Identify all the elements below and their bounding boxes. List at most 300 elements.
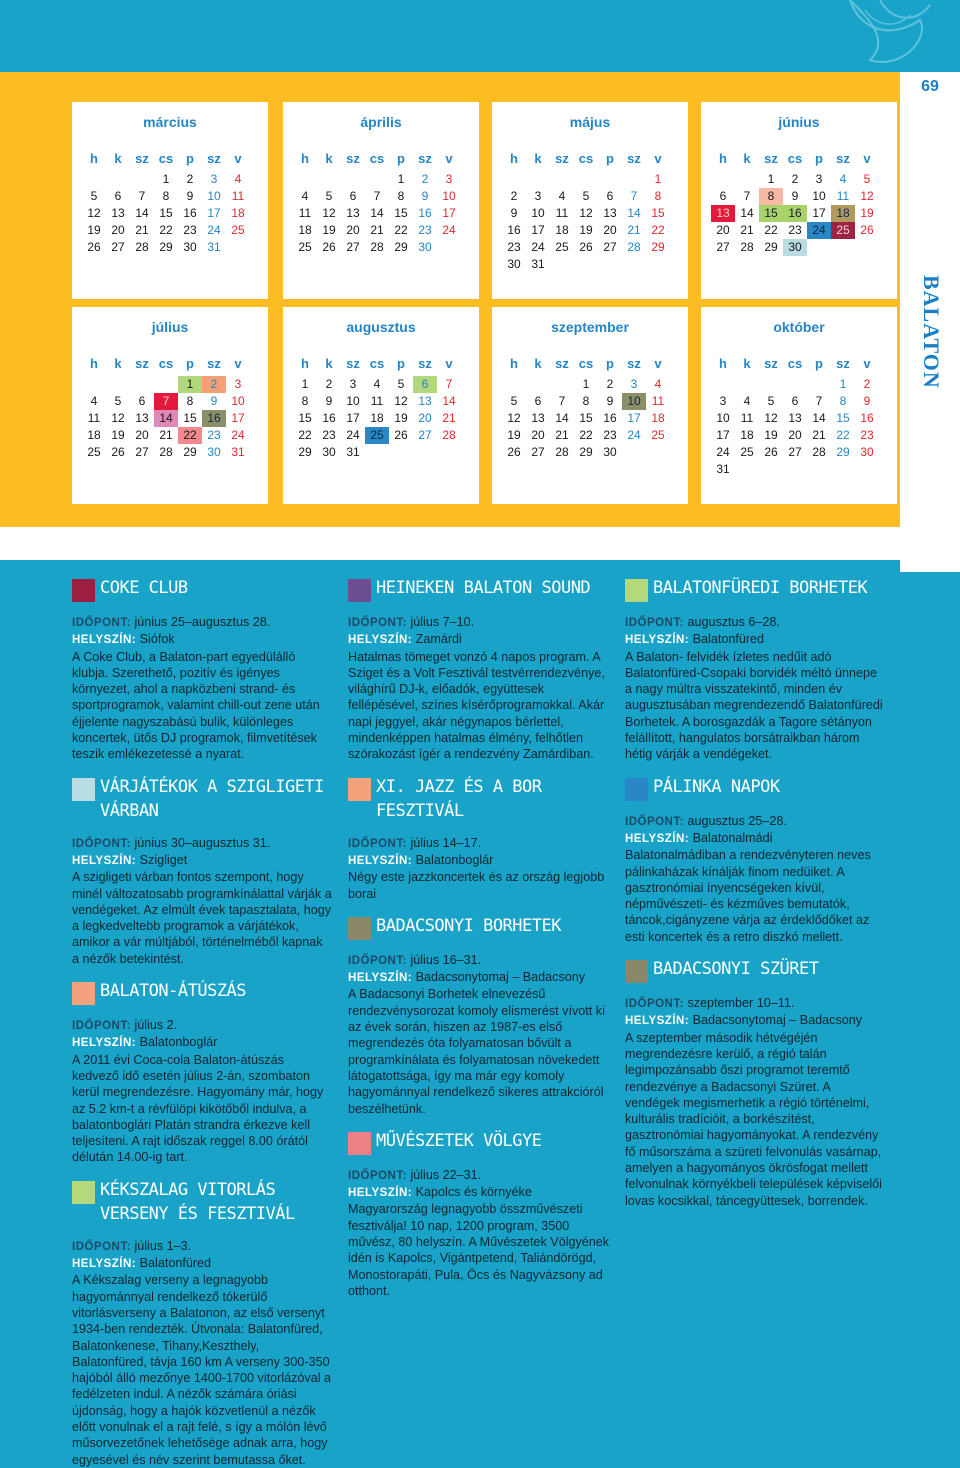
day-cell: 15 (651, 206, 665, 220)
weekday-label: sz (346, 151, 360, 166)
event-title-text: KÉKSZALAG VITORLÁS VERSENY ÉS FESZTIVÁL (100, 1179, 295, 1224)
day-cell: 21 (159, 428, 173, 442)
day-cell: 5 (114, 394, 122, 408)
weekday-header (82, 150, 268, 168)
event-description: Magyarország legnagyobb összművészeti fesztiválja! 10 nap, 1200 program, 3500 művész, 80 helyszín. A Művészetek Völgyének idén is Kapolcs, Vigántpetend, Taliándörögd, Monostorapáti, Pula, Öcs és Nagyvázsony ad otthont. (348, 1202, 610, 1298)
day-cell: 27 (788, 445, 802, 459)
calendar-2 (283, 102, 479, 299)
day-cell: 26 (764, 445, 778, 459)
weekday-label: k (743, 151, 751, 166)
event-block (625, 576, 887, 763)
weekday-label: k (325, 356, 333, 371)
place-label: HELYSZÍN: (625, 832, 690, 845)
day-cell: 26 (322, 240, 336, 254)
day-cell: 24 (531, 240, 545, 254)
day-cell: 9 (325, 394, 333, 408)
day-cell: 9 (863, 394, 871, 408)
day-cell: 5 (90, 189, 98, 203)
day-cell: 3 (815, 172, 823, 186)
place-value: Szigliget (136, 852, 188, 867)
day-cell: 11 (298, 206, 312, 220)
day-cell: 14 (812, 411, 826, 425)
day-cell: 1 (301, 377, 309, 391)
day-cell: 30 (603, 445, 617, 459)
empty-cell (574, 171, 598, 188)
day-cell: 6 (791, 394, 799, 408)
date-label: IDŐPONT: (348, 954, 407, 967)
day-cell: 19 (394, 411, 408, 425)
day-cell: 15 (298, 411, 312, 425)
day-cell: 22 (651, 223, 665, 237)
day-cell: 19 (507, 428, 521, 442)
day-cell: 18 (740, 428, 754, 442)
weekday-label: sz (627, 356, 641, 371)
color-square-icon (72, 1181, 95, 1204)
day-cell: 6 (606, 189, 614, 203)
day-cell: 23 (860, 428, 874, 442)
date-value: július 7–10. (406, 615, 475, 629)
day-cell: 24 (716, 445, 730, 459)
weekday-label: k (534, 151, 542, 166)
date-value: július 2. (130, 1018, 178, 1033)
day-cell: 8 (397, 189, 405, 203)
day-cell: 25 (298, 240, 312, 254)
weekday-label: cs (787, 356, 803, 371)
day-cell: 15 (759, 205, 783, 222)
day-cell: 4 (90, 394, 98, 408)
day-cell: 9 (791, 189, 799, 203)
day-cell: 24 (442, 223, 456, 237)
day-cell: 10 (442, 189, 456, 203)
weekday-label: sz (135, 356, 149, 371)
place-label: HELYSZÍN: (348, 634, 413, 647)
weekday-header (711, 355, 897, 373)
event-block (72, 979, 332, 1166)
day-cell: 31 (531, 257, 545, 271)
day-cell: 12 (860, 189, 874, 203)
month-name: július (151, 319, 189, 335)
day-grid (293, 376, 479, 461)
calendar-6 (283, 307, 479, 504)
weekday-label: p (606, 356, 614, 371)
weekday-label: sz (418, 356, 432, 371)
event-title (625, 775, 887, 801)
color-square-icon (348, 579, 371, 602)
day-cell: 29 (764, 240, 778, 254)
day-cell: 31 (346, 445, 360, 459)
event-title-text: HEINEKEN BALATON SOUND (376, 578, 591, 598)
day-cell: 11 (87, 411, 101, 425)
calendar-1 (72, 102, 268, 299)
place-value: Zamárdi (412, 632, 462, 647)
day-cell: 26 (394, 428, 408, 442)
day-cell: 17 (231, 411, 245, 425)
day-cell: 24 (346, 428, 360, 442)
empty-cell (807, 376, 831, 393)
day-cell: 23 (207, 428, 221, 442)
event-title (72, 775, 332, 823)
color-square-icon (72, 778, 95, 801)
day-cell: 15 (579, 411, 593, 425)
day-cell: 23 (183, 223, 197, 237)
day-cell: 31 (716, 462, 730, 476)
day-cell: 14 (555, 411, 569, 425)
day-cell: 13 (135, 411, 149, 425)
weekday-label: v (445, 356, 453, 371)
day-cell: 23 (322, 428, 336, 442)
event-title-text: PÁLINKA NAPOK (653, 776, 780, 797)
day-cell: 8 (654, 189, 662, 203)
date-label: IDŐPONT: (348, 837, 407, 850)
event-date (625, 614, 887, 631)
day-cell: 10 (346, 394, 360, 408)
event-description: A Kékszalag verseny a legnagyobb hagyománnyal rendelkező tókerülő vitorlásverseny a Balatonon, az első versenyt 1934-ben rendezték. Útvonala: Balatonfüred, Balatonkenese, Tihany,Keszthely, Balatonfüred, távja 160 km A verseny 300-350 hajóból álló mezőnye 1400-1700 vitorlázóval a fedélzeten indul. A nézők számára óriási újdonság, hogy a hajók közvetlenül a nézők előtt vonulnak el a rajt felé, s így a mólón lévő műsorvezetőnek lehetősége adnak arra, hogy egyesével és név szerint bemutassa őket. (72, 1273, 332, 1467)
day-cell: 14 (740, 206, 754, 220)
weekday-label: h (719, 151, 727, 166)
place-value: Badacsonytomaj – Badacsony (412, 970, 586, 985)
color-square-icon (625, 579, 648, 602)
day-cell: 28 (555, 445, 569, 459)
date-label: IDŐPONT: (348, 617, 407, 629)
month-name: április (360, 114, 402, 130)
day-cell: 22 (178, 427, 202, 444)
events-column-3 (625, 576, 887, 1209)
calendar-7 (492, 307, 688, 504)
event-date (625, 995, 887, 1012)
day-cell: 20 (418, 411, 432, 425)
event-description: A szeptember második hétvégéjén megrendezésre kerülő, a régió talán legimpozánsabb őszi programot teremtő rendezvénye a Badacsonyi Szüret. A vendégek megismerhetik a régió történelmi, kulturális tradícióit, a borkészítést, gasztronómiai hagyományokat. A rendezvény fő műsorszáma a szüreti felvonulás vasárnap, amelyen a hagyományos ökrösfogat mellett felvonulnak környékbeli települések képviselői lovas kocsikkal, táncegyüttesek, borrendek. (625, 1030, 882, 1208)
color-square-icon (348, 917, 371, 940)
weekday-label: sz (346, 356, 360, 371)
day-cell: 8 (839, 394, 847, 408)
day-cell: 27 (418, 428, 432, 442)
day-cell: 29 (394, 240, 408, 254)
weekday-label: k (114, 356, 122, 371)
day-cell: 10 (531, 206, 545, 220)
day-cell: 21 (555, 428, 569, 442)
day-cell: 18 (831, 205, 855, 222)
day-cell: 2 (606, 377, 614, 391)
day-cell: 6 (534, 394, 542, 408)
day-cell: 2 (791, 172, 799, 186)
empty-cell (783, 376, 807, 393)
day-cell: 29 (183, 445, 197, 459)
place-value: Balatonalmádi (689, 830, 773, 845)
empty-cell (341, 171, 365, 188)
day-cell: 14 (627, 206, 641, 220)
weekday-label: p (186, 151, 194, 166)
color-square-icon (348, 778, 371, 801)
event-block (348, 576, 610, 763)
event-title-text: BADACSONYI SZÜRET (653, 959, 819, 980)
day-cell: 5 (767, 394, 775, 408)
date-value: június 30–augusztus 31. (130, 835, 271, 850)
day-cell: 21 (740, 223, 754, 237)
date-value: augusztus 6–28. (683, 615, 780, 629)
event-description: Négy este jazzkoncertek és az ország legjobb borai (348, 870, 605, 901)
event-block (348, 775, 610, 902)
event-place (72, 1255, 332, 1272)
day-cell: 19 (860, 206, 874, 220)
weekday-label: v (234, 356, 242, 371)
day-cell: 25 (740, 445, 754, 459)
weekday-label: p (815, 151, 823, 166)
day-cell: 12 (579, 206, 593, 220)
place-label: HELYSZÍN: (625, 634, 690, 647)
weekday-label: h (719, 356, 727, 371)
day-cell: 30 (207, 445, 221, 459)
weekday-label: sz (555, 151, 569, 166)
day-cell: 1 (767, 172, 775, 186)
day-cell: 13 (346, 206, 360, 220)
day-cell: 8 (186, 394, 194, 408)
day-cell: 22 (764, 223, 778, 237)
event-place (625, 830, 887, 847)
weekday-label: v (863, 151, 871, 166)
month-name: június (778, 114, 820, 130)
day-cell: 17 (531, 223, 545, 237)
event-title-text: BADACSONYI BORHETEK (376, 915, 561, 936)
day-cell: 18 (555, 223, 569, 237)
event-title-text: VÁRJÁTÉKOK A SZIGLIGETI VÁRBAN (100, 776, 324, 821)
empty-cell (711, 376, 735, 393)
day-cell: 20 (135, 428, 149, 442)
day-cell: 19 (87, 223, 101, 237)
weekday-label: h (90, 356, 98, 371)
day-cell: 3 (210, 172, 218, 186)
day-cell: 12 (764, 411, 778, 425)
place-value: Balatonboglár (136, 1035, 218, 1050)
day-cell: 2 (421, 172, 429, 186)
day-cell: 12 (507, 411, 521, 425)
event-place (348, 852, 610, 869)
day-cell: 9 (606, 394, 614, 408)
day-cell: 9 (186, 189, 194, 203)
day-cell: 16 (202, 410, 226, 427)
day-cell: 25 (87, 445, 101, 459)
weekday-label: p (815, 356, 823, 371)
weekday-label: p (606, 151, 614, 166)
event-description: Balatonalmádiban a rendezvényteren neves pálinkaházak kínálják finom nedüiket. A gasztronómiai ínyencségeken kívül, népművészeti- és kézműves bemutatók, táncok,cigányzene várja az érdeklődőket az esti koncertek és a retro diszkó mellett. (625, 848, 871, 944)
event-date (348, 1167, 610, 1184)
event-block (625, 775, 887, 945)
place-value: Badacsonytomaj – Badacsony (689, 1013, 863, 1028)
day-cell: 8 (301, 394, 309, 408)
empty-cell (735, 171, 759, 188)
event-date (72, 614, 332, 631)
place-value: Kapolcs és környéke (412, 1185, 532, 1200)
day-cell: 23 (418, 223, 432, 237)
date-value: július 14–17. (406, 835, 482, 850)
weekday-label: cs (369, 151, 385, 166)
day-cell: 26 (507, 445, 521, 459)
day-cell: 4 (558, 189, 566, 203)
month-name: május (569, 114, 611, 130)
day-cell: 12 (394, 394, 408, 408)
day-cell: 22 (836, 428, 850, 442)
day-cell: 12 (111, 411, 125, 425)
day-cell: 30 (418, 240, 432, 254)
event-title-text: MŰVÉSZETEK VÖLGYE (376, 1130, 542, 1151)
weekday-label: sz (207, 356, 221, 371)
band-gap (0, 527, 960, 560)
weekday-header (502, 355, 688, 373)
weekday-label: k (325, 151, 333, 166)
day-cell: 11 (231, 189, 245, 203)
weekday-label: cs (158, 151, 174, 166)
place-label: HELYSZÍN: (348, 854, 413, 867)
day-cell: 31 (207, 240, 221, 254)
weekday-header (502, 150, 688, 168)
day-cell: 17 (346, 411, 360, 425)
day-cell: 7 (373, 189, 381, 203)
day-cell: 4 (654, 377, 662, 391)
color-square-icon (348, 1132, 371, 1155)
day-cell: 28 (627, 240, 641, 254)
day-cell: 1 (178, 376, 202, 393)
date-label: IDŐPONT: (348, 1169, 407, 1182)
day-cell: 30 (507, 257, 521, 271)
day-cell: 21 (812, 428, 826, 442)
day-cell: 10 (231, 394, 245, 408)
date-value: július 1–3. (130, 1238, 192, 1253)
event-description: Hatalmas tömeget vonzó 4 napos program. A Sziget és a Volt Fesztivál testvérrendezvénye, világhírű DJ-k, előadók, együttesek fellépésével, színes kísérőprogramokkal. Akár napi jeggyel, akár négynapos bérlettel, mindenképpen hatalmas élmény, felhőtlen szórakozást ígér a rendezvény Zamárdiban. (348, 649, 605, 762)
color-square-icon (625, 778, 648, 801)
event-place (348, 631, 610, 648)
event-place (72, 631, 332, 648)
day-cell: 17 (812, 206, 826, 220)
day-grid (82, 376, 268, 461)
day-cell: 6 (413, 376, 437, 393)
event-place (72, 1034, 332, 1051)
day-cell: 27 (111, 240, 125, 254)
day-cell: 1 (582, 377, 590, 391)
day-cell: 16 (783, 205, 807, 222)
empty-cell (106, 376, 130, 393)
empty-cell (317, 171, 341, 188)
day-cell: 29 (159, 240, 173, 254)
day-cell: 11 (555, 206, 569, 220)
event-title-text: COKE CLUB (100, 578, 188, 598)
day-cell: 22 (394, 223, 408, 237)
weekday-label: v (654, 151, 662, 166)
day-cell: 23 (788, 223, 802, 237)
empty-cell (735, 376, 759, 393)
day-cell: 10 (716, 411, 730, 425)
day-cell: 28 (740, 240, 754, 254)
day-grid (502, 171, 688, 273)
event-title (72, 979, 332, 1005)
event-title (348, 914, 610, 940)
day-cell: 5 (397, 377, 405, 391)
day-cell: 8 (162, 189, 170, 203)
day-cell: 30 (322, 445, 336, 459)
event-description: A 2011 évi Coca-cola Balaton-átúszás kedvező idő esetén július 2-án, szombaton kerül megrendezésre. Hagyomány már, hogy az 5.2 km-t a révfülöpi kikötőből indulva, a balatonboglári Platán strandra érkezve kell teljesíteni. A rajt időszak reggel 8.00 órától délután 14.00-ig tart. (72, 1052, 324, 1165)
empty-cell (502, 376, 526, 393)
day-cell: 4 (234, 172, 242, 186)
day-cell: 6 (138, 394, 146, 408)
weekday-label: cs (578, 356, 594, 371)
day-cell: 6 (719, 189, 727, 203)
weekday-label: v (445, 151, 453, 166)
day-cell: 26 (579, 240, 593, 254)
day-cell: 26 (860, 223, 874, 237)
month-name: március (143, 114, 197, 130)
day-cell: 19 (579, 223, 593, 237)
empty-cell (550, 171, 574, 188)
place-value: Balatonfüred (136, 1256, 212, 1271)
color-square-icon (625, 960, 648, 983)
day-cell: 5 (510, 394, 518, 408)
day-cell: 10 (207, 189, 221, 203)
day-cell: 14 (442, 394, 456, 408)
day-cell: 7 (815, 394, 823, 408)
event-date (72, 1017, 332, 1034)
event-title (625, 957, 887, 983)
color-square-icon (72, 579, 95, 602)
place-value: Balatonboglár (412, 852, 494, 867)
place-label: HELYSZÍN: (348, 1187, 413, 1200)
day-cell: 30 (860, 445, 874, 459)
day-cell: 1 (654, 172, 662, 186)
day-cell: 21 (370, 223, 384, 237)
event-title (625, 576, 887, 602)
day-cell: 9 (510, 206, 518, 220)
empty-cell (106, 171, 130, 188)
day-cell: 7 (154, 393, 178, 410)
day-cell: 13 (418, 394, 432, 408)
day-cell: 21 (135, 223, 149, 237)
empty-cell (365, 171, 389, 188)
events-column-1 (72, 576, 332, 1468)
event-date (348, 614, 610, 631)
day-cell: 27 (531, 445, 545, 459)
day-cell: 20 (716, 223, 730, 237)
place-value: Siófok (136, 632, 175, 647)
section-label: BALATON (919, 275, 944, 389)
day-grid (711, 376, 897, 478)
event-title (72, 576, 332, 602)
day-cell: 14 (135, 206, 149, 220)
day-cell: 15 (836, 411, 850, 425)
date-value: augusztus 25–28. (683, 813, 787, 828)
event-title (72, 1178, 332, 1226)
day-cell: 26 (87, 240, 101, 254)
day-cell: 11 (370, 394, 384, 408)
date-label: IDŐPONT: (72, 1240, 131, 1253)
place-label: HELYSZÍN: (72, 854, 137, 867)
day-cell: 28 (135, 240, 149, 254)
day-cell: 3 (234, 377, 242, 391)
calendar-8 (701, 307, 897, 504)
flower-decoration-icon (830, 0, 940, 72)
empty-cell (622, 171, 646, 188)
day-cell: 18 (370, 411, 384, 425)
weekday-label: v (234, 151, 242, 166)
date-label: IDŐPONT: (625, 998, 684, 1011)
day-cell: 29 (651, 240, 665, 254)
date-label: IDŐPONT: (72, 837, 131, 850)
calendar-5 (72, 307, 268, 504)
empty-cell (130, 376, 154, 393)
day-cell: 18 (298, 223, 312, 237)
event-description: A szigligeti várban fontos szempont, hogy minél változatosabb programkínálattal várják a vendégeket. Az elmúlt évek tapasztalata, hogy a legkedveltebb programok a várjátékok, amikor a vár múltjából, történelméből kapnak a nézők betekintést. (72, 870, 332, 966)
day-cell: 1 (839, 377, 847, 391)
day-cell: 13 (711, 205, 735, 222)
day-cell: 20 (346, 223, 360, 237)
date-label: IDŐPONT: (625, 617, 684, 629)
place-label: HELYSZÍN: (72, 1037, 137, 1050)
